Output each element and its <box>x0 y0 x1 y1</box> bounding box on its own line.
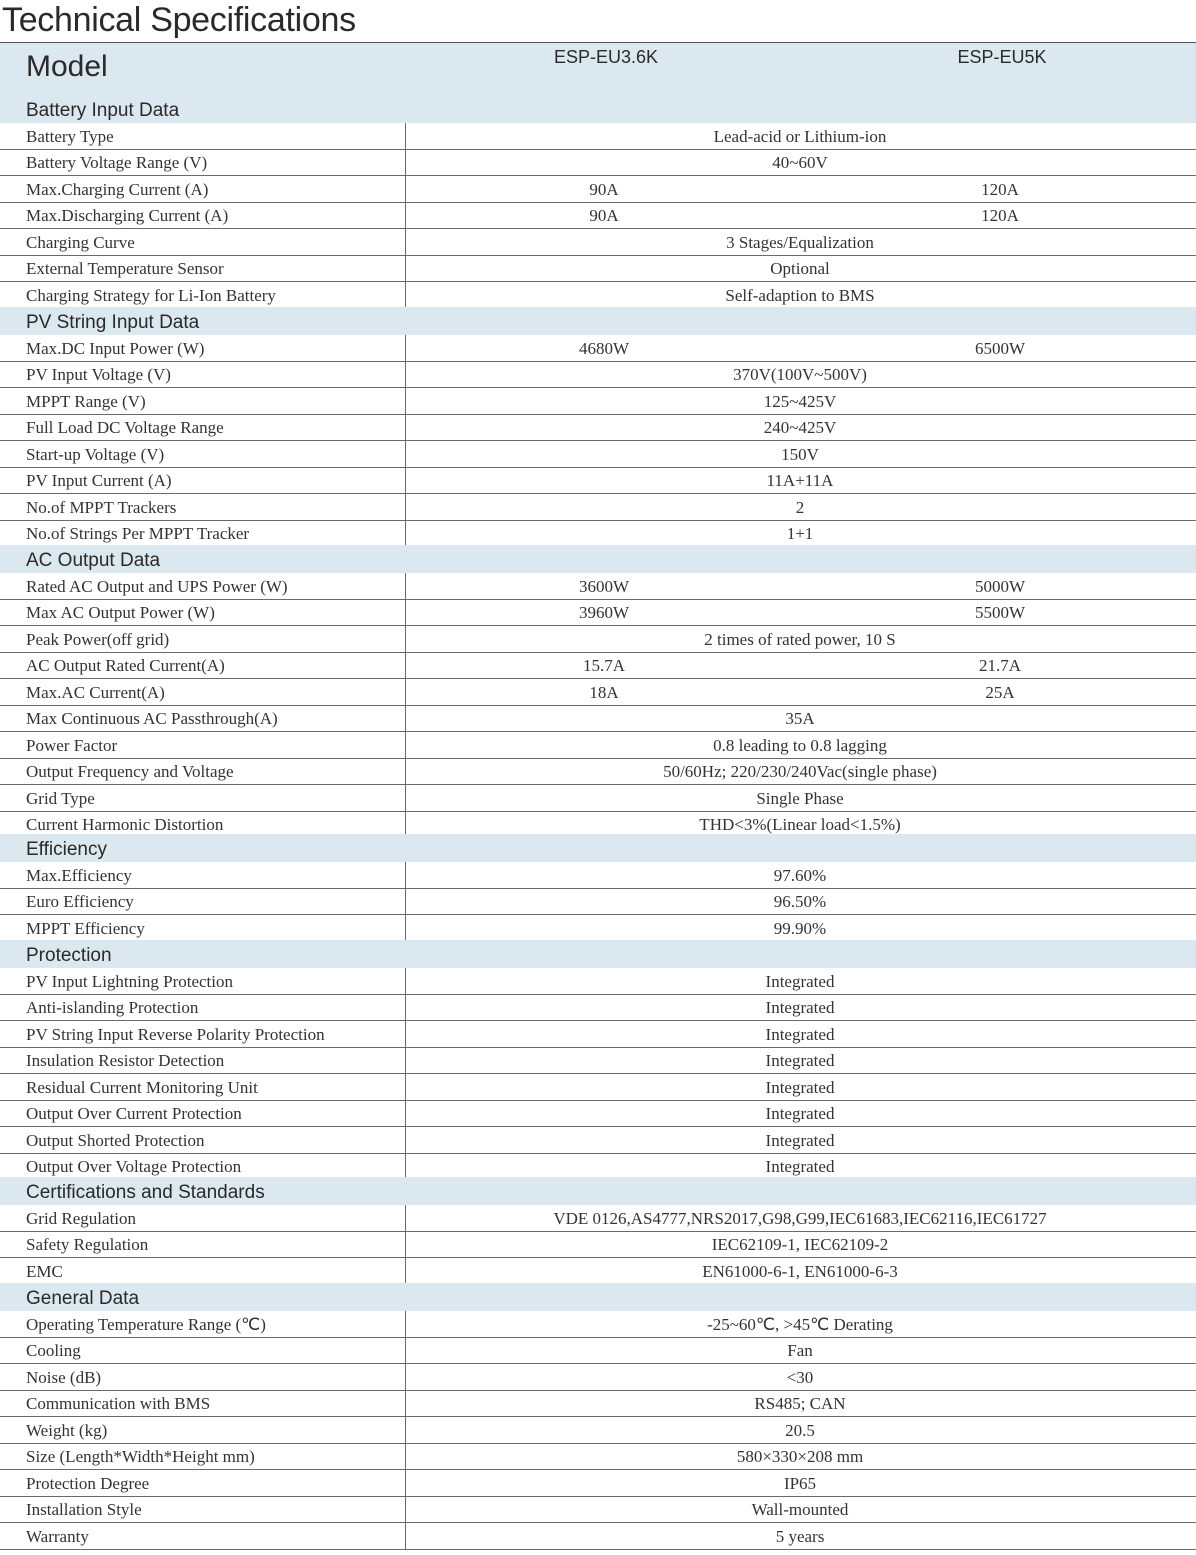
spec-row-protection-degree <box>0 1470 1196 1497</box>
spec-label: PV String Input Reverse Polarity Protection <box>26 1024 325 1044</box>
spec-value: IP65 <box>783 1473 817 1493</box>
spec-label: Rated AC Output and UPS Power (W) <box>26 576 288 596</box>
spec-value: Fan <box>787 1341 813 1360</box>
spec-value: 0.8 leading to 0.8 lagging <box>713 735 887 755</box>
spec-value: Wall-mounted <box>751 1500 849 1519</box>
spec-label: Power Factor <box>26 735 118 755</box>
section-title: AC Output Data <box>26 550 161 571</box>
column-divider <box>405 150 406 176</box>
spec-row-external-temperature-sensor <box>0 256 1196 283</box>
spec-label: PV Input Lightning Protection <box>26 971 233 991</box>
spec-row-residual-current-monitoring-unit <box>0 1074 1196 1101</box>
spec-label: No.of Strings Per MPPT Tracker <box>26 524 250 543</box>
spec-value-esp-eu5k: 120A <box>981 179 1019 199</box>
spec-value: -25~60℃, >45℃ Derating <box>707 1314 893 1334</box>
spec-row-output-over-current-protection <box>0 1101 1196 1128</box>
spec-row-max-dc-input-power-w <box>0 335 1196 362</box>
section-header-pv-string-input-data <box>0 307 1196 335</box>
spec-label: Residual Current Monitoring Unit <box>26 1077 258 1097</box>
spec-label: Grid Type <box>26 788 95 808</box>
column-divider <box>405 1154 406 1180</box>
spec-label: Protection Degree <box>26 1473 150 1493</box>
spec-row-pv-string-input-reverse-polarity-protection <box>0 1021 1196 1048</box>
column-divider <box>405 862 406 888</box>
spec-value-esp-eu3.6k: 15.7A <box>582 656 626 675</box>
spec-label: Size (Length*Width*Height mm) <box>26 1447 255 1466</box>
spec-value: VDE 0126,AS4777,NRS2017,G98,G99,IEC61683,IEC62116,IEC61727 <box>553 1208 1047 1228</box>
spec-value: 2 <box>795 497 805 517</box>
section-title: Efficiency <box>26 839 107 860</box>
spec-row-max-discharging-current-a <box>0 203 1196 230</box>
spec-label: No.of MPPT Trackers <box>26 497 177 517</box>
column-divider <box>405 468 406 494</box>
spec-label: Max AC Output Power (W) <box>26 603 215 622</box>
spec-row-size-length-width-height-mm <box>0 1444 1196 1471</box>
spec-row-max-ac-current-a <box>0 679 1196 706</box>
spec-value: 240~425V <box>763 418 837 437</box>
spec-label: Output Shorted Protection <box>26 1130 205 1150</box>
spec-value: Integrated <box>765 1157 835 1176</box>
column-divider <box>405 1232 406 1258</box>
spec-row-max-efficiency <box>0 862 1196 889</box>
spec-row-max-charging-current-a <box>0 176 1196 203</box>
column-divider <box>405 1338 406 1364</box>
column-divider <box>405 785 406 811</box>
model-label: Model <box>26 50 108 83</box>
spec-label: Max.DC Input Power (W) <box>26 338 205 358</box>
column-divider <box>405 889 406 915</box>
spec-value-esp-eu3.6k: 18A <box>589 682 619 702</box>
column-divider <box>405 203 406 229</box>
spec-row-no-of-strings-per-mppt-tracker <box>0 521 1196 548</box>
spec-row-start-up-voltage-v <box>0 441 1196 468</box>
column-divider <box>405 123 406 149</box>
spec-value: Integrated <box>765 1130 835 1150</box>
spec-value: Integrated <box>765 1104 835 1123</box>
column-divider <box>405 1127 406 1153</box>
section-title: Certifications and Standards <box>26 1182 265 1203</box>
column-divider <box>405 1444 406 1470</box>
spec-row-communication-with-bms <box>0 1391 1196 1418</box>
column-divider <box>405 732 406 758</box>
spec-row-insulation-resistor-detection <box>0 1048 1196 1075</box>
spec-value: Integrated <box>765 971 835 991</box>
column-divider <box>405 256 406 282</box>
spec-value-esp-eu3.6k: 3600W <box>578 576 630 596</box>
spec-row-power-factor <box>0 732 1196 759</box>
spec-label: Safety Regulation <box>26 1235 149 1254</box>
spec-value-esp-eu3.6k: 90A <box>589 179 619 199</box>
spec-row-pv-input-current-a <box>0 468 1196 495</box>
spec-label: Insulation Resistor Detection <box>26 1051 225 1070</box>
section-header-battery-input-data <box>0 95 1196 123</box>
spec-value-esp-eu3.6k: 3960W <box>578 603 630 622</box>
column-divider <box>405 1497 406 1523</box>
column-divider <box>405 282 406 308</box>
column-divider <box>405 362 406 388</box>
spec-value: 96.50% <box>773 892 827 911</box>
column-divider <box>405 415 406 441</box>
column-divider <box>405 1101 406 1127</box>
spec-value-esp-eu3.6k: 4680W <box>578 338 630 358</box>
column-divider <box>405 1074 406 1100</box>
column-divider <box>405 573 406 599</box>
spec-label: Peak Power(off grid) <box>26 629 170 649</box>
spec-value: Integrated <box>765 998 835 1017</box>
spec-label: Charging Curve <box>26 232 135 252</box>
spec-value-esp-eu5k: 5000W <box>974 576 1026 596</box>
column-divider <box>405 1205 406 1231</box>
spec-label: MPPT Efficiency <box>26 918 145 938</box>
spec-label: PV Input Current (A) <box>26 471 172 490</box>
spec-value: 40~60V <box>772 153 828 172</box>
spec-row-max-continuous-ac-passthrough-a <box>0 706 1196 733</box>
spec-row-warranty <box>0 1523 1196 1550</box>
spec-row-battery-type <box>0 123 1196 150</box>
column-divider <box>405 995 406 1021</box>
spec-value-esp-eu5k: 6500W <box>974 338 1026 358</box>
page-title: Technical Specifications <box>2 1 356 39</box>
column-divider <box>405 521 406 547</box>
spec-value: 99.90% <box>773 918 827 938</box>
spec-row-cooling <box>0 1338 1196 1365</box>
spec-value: 1+1 <box>786 524 814 543</box>
spec-label: Installation Style <box>26 1500 142 1519</box>
spec-value: 11A+11A <box>766 471 834 490</box>
column-divider <box>405 335 406 361</box>
section-title: Battery Input Data <box>26 100 180 121</box>
spec-row-anti-islanding-protection <box>0 995 1196 1022</box>
column-divider <box>405 600 406 626</box>
spec-label: Start-up Voltage (V) <box>26 444 165 464</box>
spec-row-euro-efficiency <box>0 889 1196 916</box>
spec-row-output-shorted-protection <box>0 1127 1196 1154</box>
spec-value: 97.60% <box>773 865 827 885</box>
spec-value: 50/60Hz; 220/230/240Vac(single phase) <box>663 762 937 781</box>
spec-label: AC Output Rated Current(A) <box>26 656 225 675</box>
spec-label: External Temperature Sensor <box>26 259 224 278</box>
column-divider <box>405 1048 406 1074</box>
section-header-efficiency <box>0 834 1196 862</box>
spec-label: Output Over Current Protection <box>26 1104 242 1123</box>
spec-row-max-ac-output-power-w <box>0 600 1196 627</box>
spec-row-weight-kg <box>0 1417 1196 1444</box>
spec-row-noise-db <box>0 1364 1196 1391</box>
spec-row-peak-power-off-grid <box>0 626 1196 653</box>
column-divider <box>405 1470 406 1496</box>
column-divider <box>405 679 406 705</box>
spec-value: Integrated <box>765 1051 835 1070</box>
spec-row-emc <box>0 1258 1196 1285</box>
column-divider <box>405 759 406 785</box>
spec-row-rated-ac-output-and-ups-power-w <box>0 573 1196 600</box>
spec-value-esp-eu5k: 5500W <box>974 603 1026 622</box>
spec-label: Battery Voltage Range (V) <box>26 153 208 172</box>
column-divider <box>405 1523 406 1549</box>
column-divider <box>405 229 406 255</box>
spec-label: Operating Temperature Range (℃) <box>26 1314 266 1334</box>
spec-value-esp-eu3.6k: 90A <box>589 206 619 225</box>
section-title: Protection <box>26 945 112 966</box>
spec-label: Max.Charging Current (A) <box>26 179 209 199</box>
spec-row-full-load-dc-voltage-range <box>0 415 1196 442</box>
spec-value: THD<3%(Linear load<1.5%) <box>699 815 901 834</box>
spec-label: Current Harmonic Distortion <box>26 815 224 834</box>
section-title: General Data <box>26 1288 140 1309</box>
spec-value: Lead-acid or Lithium-ion <box>713 126 887 146</box>
section-header-ac-output-data <box>0 545 1196 573</box>
spec-value: 5 years <box>775 1526 825 1546</box>
spec-row-pv-input-voltage-v <box>0 362 1196 389</box>
spec-label: Cooling <box>26 1341 81 1360</box>
section-title: PV String Input Data <box>26 312 200 333</box>
section-header-general-data <box>0 1283 1196 1311</box>
spec-label: Output Frequency and Voltage <box>26 762 234 781</box>
section-header-certifications-and-standards <box>0 1177 1196 1205</box>
spec-value: Integrated <box>765 1024 835 1044</box>
spec-row-ac-output-rated-current-a <box>0 653 1196 680</box>
column-divider <box>405 441 406 467</box>
spec-row-mppt-efficiency <box>0 915 1196 942</box>
spec-value: RS485; CAN <box>754 1394 846 1413</box>
spec-row-output-frequency-and-voltage <box>0 759 1196 786</box>
spec-value-esp-eu5k: 25A <box>985 682 1015 702</box>
spec-value: Optional <box>770 259 830 278</box>
spec-value: 3 Stages/Equalization <box>726 232 874 252</box>
spec-label: Max.Efficiency <box>26 865 132 885</box>
column-divider <box>405 1391 406 1417</box>
spec-row-battery-voltage-range-v <box>0 150 1196 177</box>
spec-value: Integrated <box>765 1077 835 1097</box>
spec-value: <30 <box>786 1367 814 1387</box>
spec-row-installation-style <box>0 1497 1196 1524</box>
spec-label: Max.AC Current(A) <box>26 682 165 702</box>
column-divider <box>405 626 406 652</box>
spec-row-charging-strategy-for-li-ion-battery <box>0 282 1196 309</box>
spec-label: Full Load DC Voltage Range <box>26 418 224 437</box>
spec-label: Anti-islanding Protection <box>26 998 199 1017</box>
column-divider <box>405 176 406 202</box>
column-divider <box>405 388 406 414</box>
spec-label: Charging Strategy for Li-Ion Battery <box>26 285 276 305</box>
spec-label: PV Input Voltage (V) <box>26 365 171 384</box>
spec-value: 370V(100V~500V) <box>733 365 867 384</box>
spec-value: 2 times of rated power, 10 S <box>704 629 896 649</box>
section-header-protection <box>0 940 1196 968</box>
spec-label: Battery Type <box>26 126 114 146</box>
spec-row-grid-regulation <box>0 1205 1196 1232</box>
spec-label: Communication with BMS <box>26 1394 211 1413</box>
spec-label: Noise (dB) <box>26 1367 102 1387</box>
spec-row-safety-regulation <box>0 1232 1196 1259</box>
spec-label: Warranty <box>26 1526 89 1546</box>
spec-row-operating-temperature-range <box>0 1311 1196 1338</box>
spec-row-no-of-mppt-trackers <box>0 494 1196 521</box>
spec-value: 125~425V <box>763 391 837 411</box>
spec-value: 20.5 <box>785 1420 815 1440</box>
spec-value: 150V <box>781 444 819 464</box>
spec-value: IEC62109-1, IEC62109-2 <box>711 1235 889 1254</box>
column-divider <box>405 1311 406 1337</box>
column-divider <box>405 915 406 941</box>
column-divider <box>405 494 406 520</box>
column-divider <box>405 1021 406 1047</box>
column-divider <box>405 968 406 994</box>
column-divider <box>405 653 406 679</box>
spec-label: MPPT Range (V) <box>26 391 146 411</box>
spec-value: 580×330×208 mm <box>736 1447 864 1466</box>
spec-value: Single Phase <box>756 788 844 808</box>
model-column-1: ESP-EU3.6K <box>553 47 659 67</box>
column-divider <box>405 1258 406 1284</box>
spec-value: Self-adaption to BMS <box>725 285 875 305</box>
spec-label: Euro Efficiency <box>26 892 134 911</box>
spec-value-esp-eu5k: 120A <box>981 206 1019 225</box>
spec-row-pv-input-lightning-protection <box>0 968 1196 995</box>
spec-row-charging-curve <box>0 229 1196 256</box>
spec-value-esp-eu5k: 21.7A <box>978 656 1022 675</box>
column-divider <box>405 706 406 732</box>
spec-label: Weight (kg) <box>26 1420 108 1440</box>
spec-label: EMC <box>26 1261 63 1281</box>
spec-row-mppt-range-v <box>0 388 1196 415</box>
spec-row-grid-type <box>0 785 1196 812</box>
spec-label: Max.Discharging Current (A) <box>26 206 229 225</box>
model-column-2: ESP-EU5K <box>957 47 1047 67</box>
column-divider <box>405 1417 406 1443</box>
spec-label: Output Over Voltage Protection <box>26 1157 242 1176</box>
spec-label: Max Continuous AC Passthrough(A) <box>26 709 278 728</box>
spec-label: Grid Regulation <box>26 1208 137 1228</box>
spec-value: EN61000-6-1, EN61000-6-3 <box>702 1261 898 1281</box>
spec-value: 35A <box>785 709 815 728</box>
column-divider <box>405 1364 406 1390</box>
